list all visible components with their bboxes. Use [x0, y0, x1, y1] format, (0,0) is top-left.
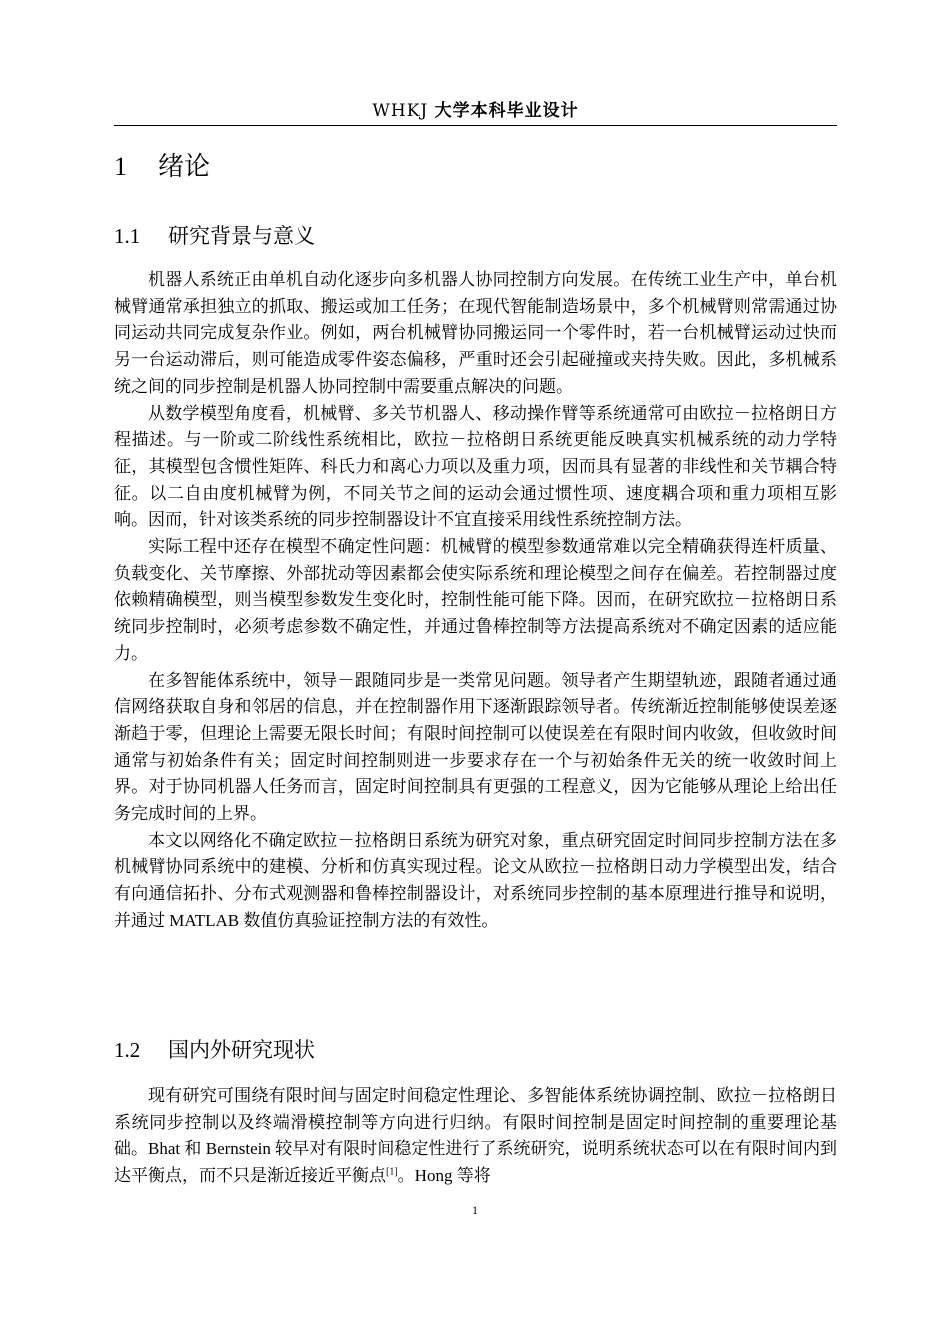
paragraph: 机器人系统正由单机自动化逐步向多机器人协同控制方向发展。在传统工业生产中，单台机械臂通常承担独立的抓取、搬运或加工任务；在现代智能制造场景中，多个机械臂则常需通过协同运动共同完成复杂作业。例如，两台机械臂协同搬运同一个零件时，若一台机械臂运动过快而另一台运动滞后，则可能造成零件姿态偏移，严重时还会引起碰撞或夹持失败。因此，多机械系统之间的同步控制是机器人协同控制中需要重点解决的问题。 — [114, 270, 837, 396]
chapter-heading — [114, 146, 210, 183]
chapter-title: 绪论 — [158, 152, 211, 182]
paragraph-text: 现有研究可围绕有限时间与固定时间稳定性理论、多智能体系统协调控制、欧拉－拉格朗日系统同步控制以及终端滑模控制等方向进行归纳。有限时间控制是固定时间控制的重要理论基础。Bhat 和 Bernstein 较早对有限时间稳定性进行了系统研究，说明系统状态可以在有限时间内到达平衡点，而不只是渐近接近平衡点 — [114, 1086, 837, 1186]
paragraph: 本文以网络化不确定欧拉－拉格朗日系统为研究对象，重点研究固定时间同步控制方法在多机械臂协同系统中的建模、分析和仿真实现过程。论文从欧拉－拉格朗日动力学模型出发，结合有向通信拓扑、分布式观测器和鲁棒控制器设计，对系统同步控制的基本原理进行推导和说明，并通过 MATLAB 数值仿真验证控制方法的有效性。 — [114, 830, 837, 930]
section-1-1-body — [114, 267, 837, 935]
citation-marker[interactable]: [1] — [386, 1166, 398, 1178]
paragraph-text: 。Hong 等将 — [397, 1166, 491, 1186]
section-heading-1-1 — [114, 220, 315, 250]
running-header — [114, 96, 837, 126]
section-title: 国内外研究现状 — [168, 1038, 315, 1062]
paragraph: 从数学模型角度看，机械臂、多关节机器人、移动操作臂等系统通常可由欧拉－拉格朗日方程描述。与一阶或二阶线性系统相比，欧拉－拉格朗日系统更能反映真实机械系统的动力学特征，其模型包含惯性矩阵、科氏力和离心力项以及重力项，因而具有显著的非线性和关节耦合特征。以二自由度机械臂为例，不同关节之间的运动会通过惯性项、速度耦合项和重力项相互影响。因而，针对该类系统的同步控制器设计不宜直接采用线性系统控制方法。 — [114, 403, 837, 530]
paragraph: 实际工程中还存在模型不确定性问题：机械臂的模型参数通常难以完全精确获得连杆质量、负载变化、关节摩擦、外部扰动等因素都会使实际系统和理论模型之间存在偏差。若控制器过度依赖精确模型，则当模型参数发生变化时，控制性能可能下降。因而，在研究欧拉－拉格朗日系统同步控制时，必须考虑参数不确定性，并通过鲁棒控制等方法提高系统对不确定因素的适应能力。 — [114, 537, 837, 663]
section-number: 1.1 — [114, 224, 141, 248]
section-number: 1.2 — [114, 1038, 141, 1062]
header-title: 大学本科毕业设计 — [434, 101, 579, 121]
section-heading-1-2 — [114, 1034, 315, 1064]
section-title: 研究背景与意义 — [168, 224, 315, 248]
header-prefix: WHKJ — [372, 101, 435, 121]
paragraph: 在多智能体系统中，领导－跟随同步是一类常见问题。领导者产生期望轨迹，跟随者通过通信网络获取自身和邻居的信息，并在控制器作用下逐渐跟踪领导者。传统渐近控制能够使误差逐渐趋于零，但理论上需要无限长时间；有限时间控制可以使误差在有限时间内收敛，但收敛时间通常与初始条件有关；固定时间控制则进一步要求存在一个与初始条件无关的统一收敛时间上界。对于协同机器人任务而言，固定时间控制具有更强的工程意义，因为它能够从理论上给出任务完成时间的上界。 — [114, 670, 837, 824]
page-number: 1 — [472, 1203, 478, 1217]
section-1-2-body — [114, 1083, 837, 1190]
chapter-number: 1 — [114, 152, 127, 181]
paragraph — [114, 1083, 837, 1190]
